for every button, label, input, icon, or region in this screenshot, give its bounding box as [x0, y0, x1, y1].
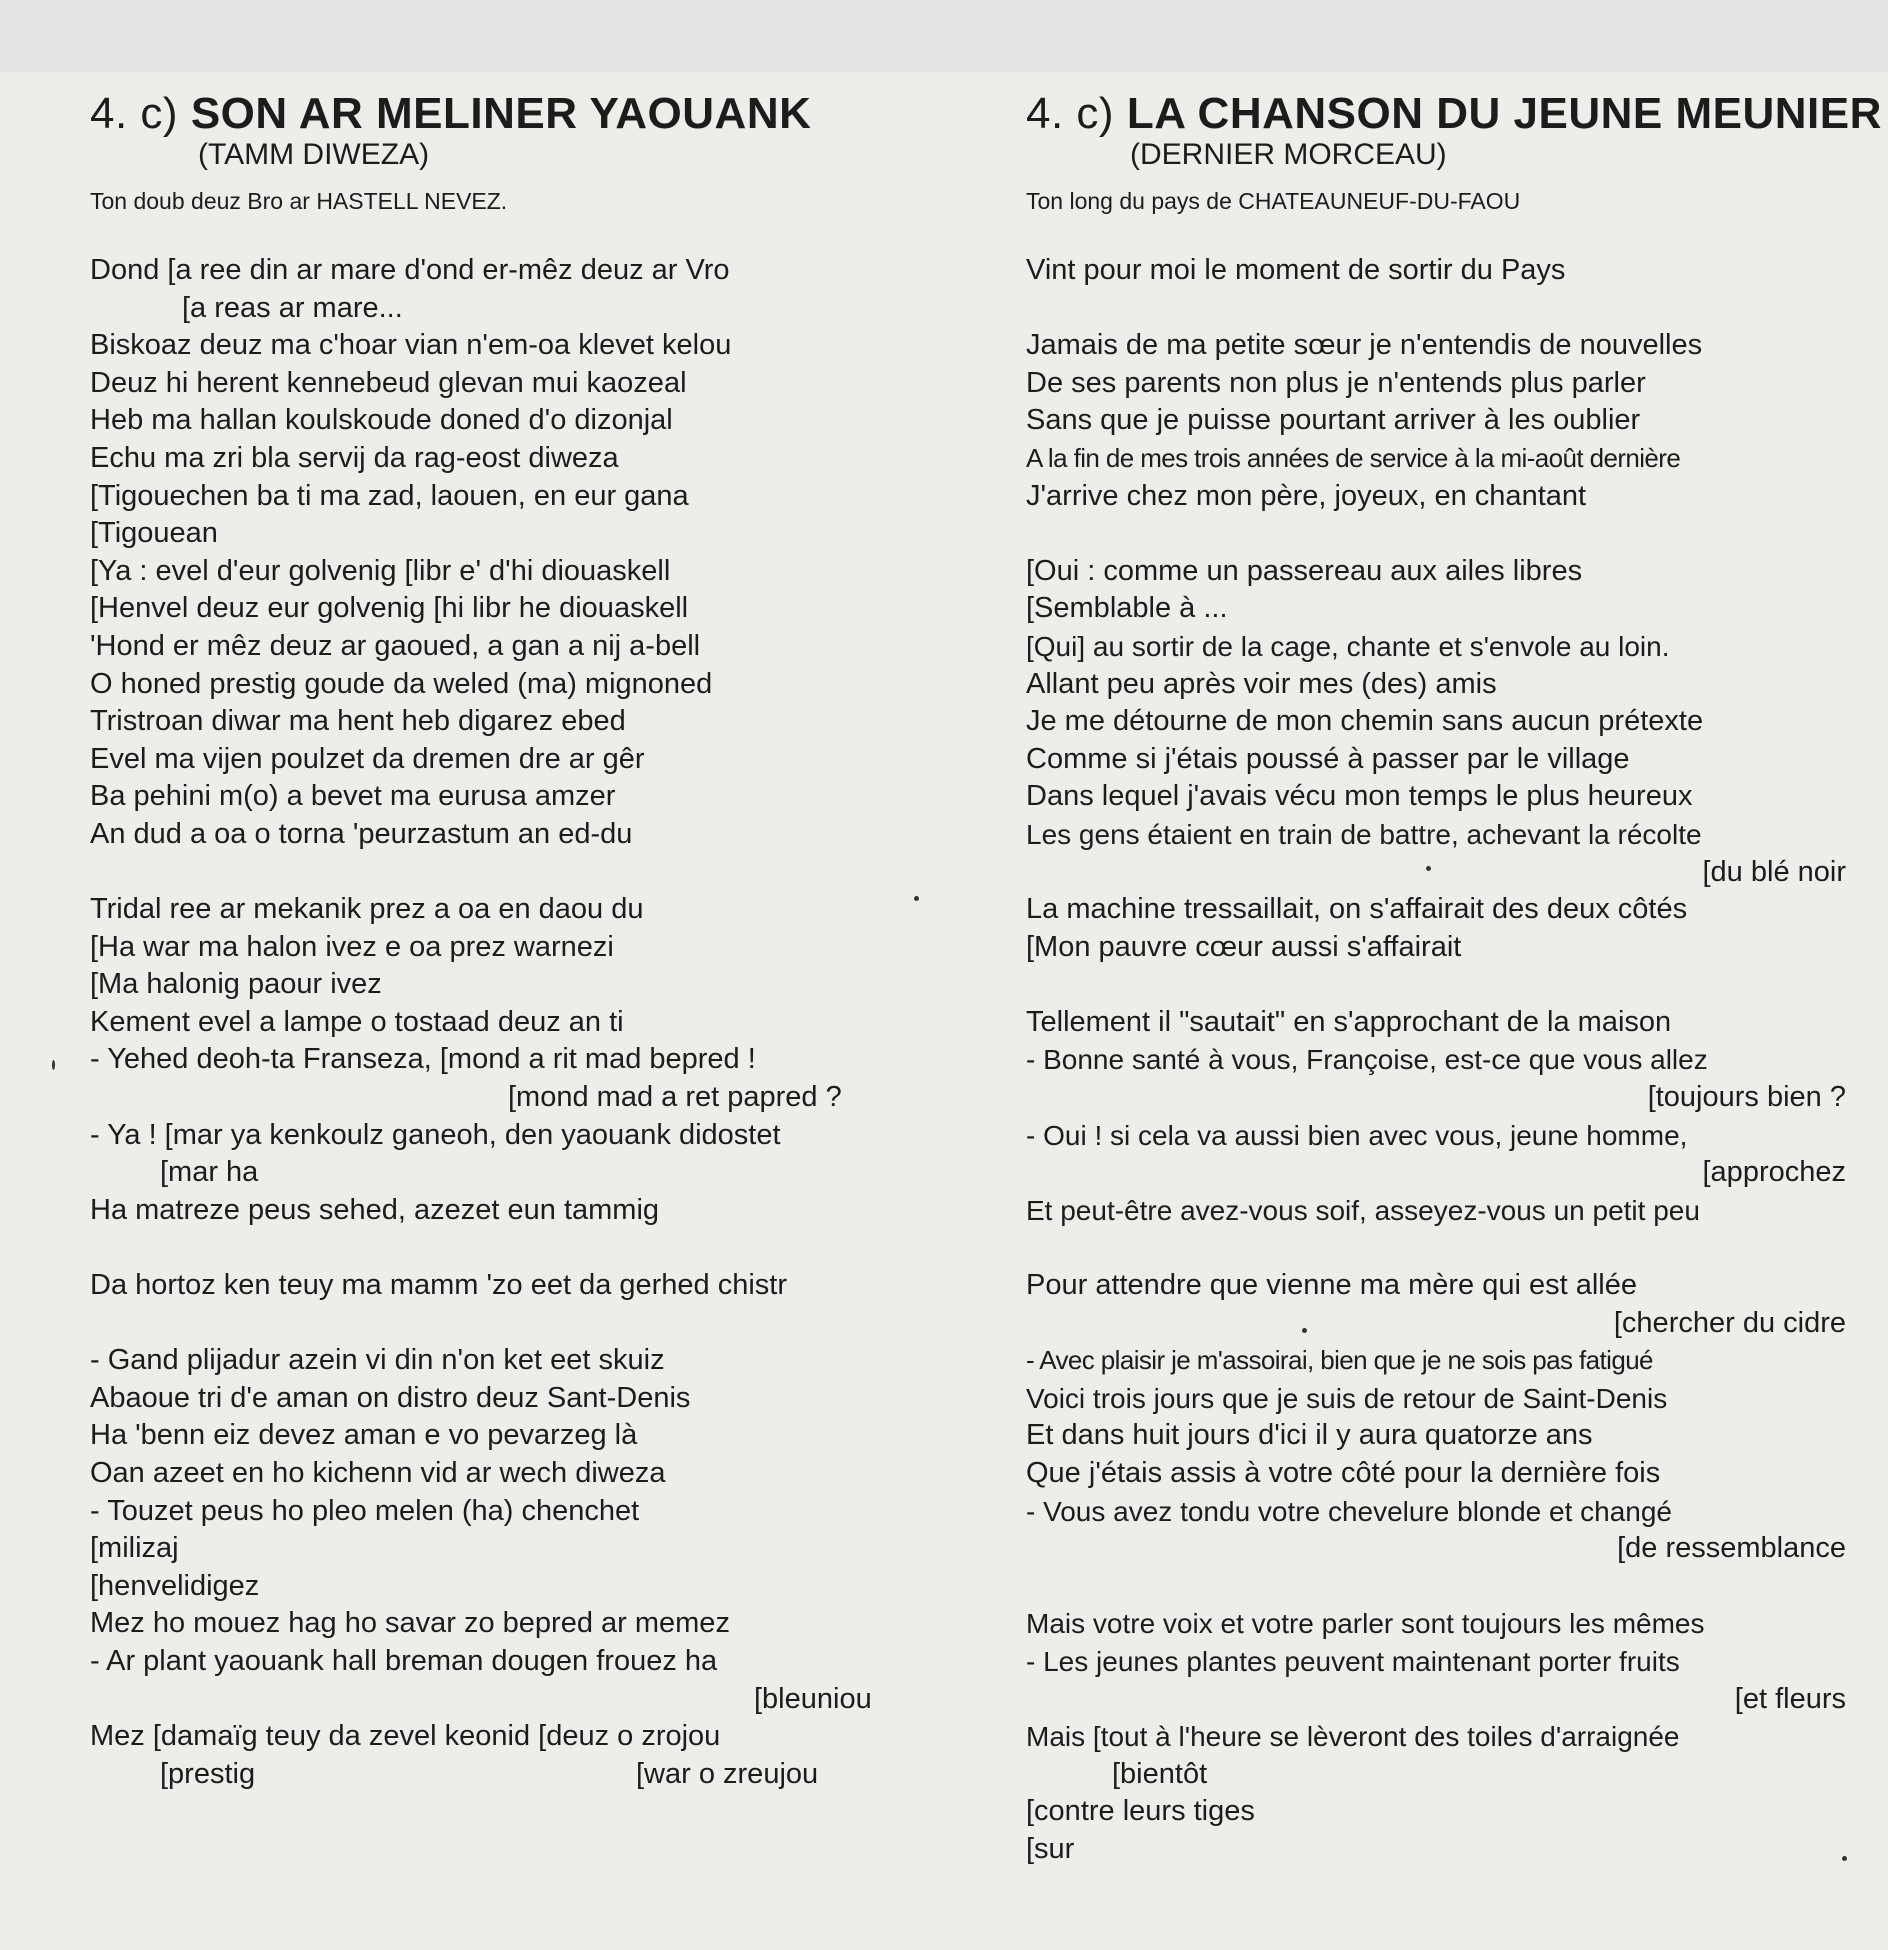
verse-line: [mar ha — [160, 1156, 259, 1189]
verse-line: [du blé noir — [1702, 855, 1846, 888]
scan-top-margin — [0, 0, 1888, 72]
verse-line: - Vous avez tondu votre chevelure blonde et changé — [1026, 1495, 1672, 1527]
verse-line: [contre leurs tiges — [1026, 1795, 1255, 1828]
verse-line: Deuz hi herent kennebeud glevan mui kaozeal — [90, 366, 687, 399]
verse-fragment: [war o zreujou — [636, 1757, 819, 1790]
verse-line: Que j'étais assis à votre côté pour la dernière fois — [1026, 1457, 1661, 1489]
verse-line: [de ressemblance — [1617, 1532, 1846, 1565]
verse-line: Mez [damaïg teuy da zevel keonid [deuz o zrojou — [90, 1720, 721, 1753]
verse-line: Ha matreze peus sehed, azezet eun tammig — [90, 1193, 660, 1226]
verse-line: - Avec plaisir je m'assoirai, bien que je ne sois pas fatigué — [1026, 1345, 1653, 1376]
verse-line: Abaoue tri d'e aman on distro deuz Sant-Denis — [90, 1381, 691, 1414]
scan-speck — [52, 1060, 55, 1070]
verse-line-split — [90, 1756, 950, 1794]
verse-line: [toujours bien ? — [1647, 1081, 1846, 1114]
stanza-gap — [90, 1229, 950, 1267]
verse-line: Dans lequel j'avais vécu mon temps le plus heureux — [1026, 780, 1693, 813]
verse-line: Ba pehini m(o) a bevet ma eurusa amzer — [90, 780, 616, 813]
verse-line: - Touzet peus ho pleo melen (ha) chenchet — [90, 1494, 640, 1527]
verse-line: Comme si j'étais poussé à passer par le village — [1026, 742, 1630, 775]
verse-line: [chercher du cidre — [1613, 1306, 1846, 1339]
verse-line: Heb ma hallan koulskoude doned d'o dizonjal — [90, 404, 673, 437]
verse-line: Pour attendre que vienne ma mère qui est allée — [1026, 1269, 1637, 1302]
verse-line: [henvelidigez — [90, 1569, 260, 1602]
verse-line: Et dans huit jours d'ici il y aura quatorze ans — [1026, 1419, 1593, 1452]
verse-line: [Mon pauvre cœur aussi s'affairait — [1026, 930, 1462, 963]
stanza-gap — [90, 1305, 950, 1343]
verse-line: - Les jeunes plantes peuvent maintenant porter fruits — [1026, 1645, 1680, 1677]
verse-line: [Oui : comme un passereau aux ailes libres — [1026, 554, 1583, 587]
verse-line: [Tigouean — [90, 517, 218, 550]
verse-line: J'arrive chez mon père, joyeux, en chantant — [1026, 479, 1587, 512]
verse-line: [mond mad a ret papred ? — [508, 1081, 842, 1114]
verse-line: - Bonne santé à vous, Françoise, est-ce que vous allez — [1026, 1044, 1708, 1076]
french-tune-note: Ton long du pays de CHATEAUNEUF-DU-FAOU — [1026, 188, 1521, 214]
verse-line: [sur — [1026, 1832, 1075, 1865]
verse-line: Tellement il "sautait" en s'approchant de la maison — [1026, 1005, 1672, 1038]
breton-title: 4. c) SON AR MELINER YAOUANK — [90, 89, 812, 138]
breton-tune-note: Ton doub deuz Bro ar HASTELL NEVEZ. — [90, 188, 508, 214]
verse-line: Jamais de ma petite sœur je n'entendis de nouvelles — [1026, 329, 1703, 362]
verse-line: Evel ma vijen poulzet da dremen dre ar gêr — [90, 742, 645, 775]
verse-line: De ses parents non plus je n'entends plus parler — [1026, 366, 1646, 399]
verse-line: [a reas ar mare... — [182, 291, 403, 324]
scan-speck — [1302, 1328, 1307, 1333]
verse-line: La machine tressaillait, on s'affairait des deux côtés — [1026, 893, 1688, 926]
verse-line: Mais votre voix et votre parler sont toujours les mêmes — [1026, 1608, 1705, 1640]
verse-line: Da hortoz ken teuy ma mamm 'zo eet da gerhed chistr — [90, 1269, 788, 1302]
breton-column — [90, 90, 950, 1793]
verse-line: [Henvel deuz eur golvenig [hi libr he diouaskell — [90, 592, 689, 625]
verse-line: [Qui] au sortir de la cage, chante et s'envole au loin. — [1026, 630, 1670, 662]
verse-line: Tristroan diwar ma hent heb digarez ebed — [90, 705, 626, 738]
verse-line: Echu ma zri bla servij da rag-eost diweza — [90, 441, 619, 474]
verse-line: Tridal ree ar mekanik prez a oa en daou du — [90, 893, 644, 926]
verse-fragment: [prestig — [160, 1757, 256, 1790]
verse-line: - Oui ! si cela va aussi bien avec vous, jeune homme, — [1026, 1119, 1688, 1151]
stanza-gap — [90, 854, 950, 892]
verse-line: Et peut-être avez-vous soif, asseyez-vous un petit peu — [1026, 1194, 1700, 1226]
breton-subtitle: (TAMM DIWEZA) — [198, 138, 430, 171]
verse-line: - Gand plijadur azein vi din n'on ket eet skuiz — [90, 1344, 665, 1377]
verse-line: [Ha war ma halon ivez e oa prez warnezi — [90, 930, 614, 963]
verse-line: Je me détourne de mon chemin sans aucun prétexte — [1026, 705, 1704, 738]
verse-line: [bleuniou — [754, 1682, 872, 1715]
french-column — [1026, 89, 1882, 1869]
verse-line: O honed prestig goude da weled (ma) mignoned — [90, 667, 713, 700]
verse-line: [Ma halonig paour ivez — [90, 968, 382, 1001]
verse-line: - Ya ! [mar ya kenkoulz ganeoh, den yaouank didostet — [90, 1118, 781, 1151]
verse-line: - Yehed deoh-ta Franseza, [mond a rit mad bepred ! — [90, 1043, 756, 1076]
verse-line: Ha 'benn eiz devez aman e vo pevarzeg là — [90, 1419, 638, 1452]
verse-line: [Ya : evel d'eur golvenig [libr e' d'hi diouaskell — [90, 554, 671, 587]
verse-line: Sans que je puisse pourtant arriver à les oublier — [1026, 404, 1641, 437]
scan-speck — [1842, 1856, 1847, 1861]
verse-line: Dond [a ree din ar mare d'ond er-mêz deuz ar Vro — [90, 254, 730, 286]
verse-line: [Semblable à ... — [1026, 592, 1228, 625]
scan-speck — [1426, 866, 1431, 871]
french-subtitle: (DERNIER MORCEAU) — [1130, 138, 1447, 171]
verse-line: Les gens étaient en train de battre, achevant la récolte — [1026, 818, 1702, 850]
verse-line: Biskoaz deuz ma c'hoar vian n'em-oa klevet kelou — [90, 329, 732, 362]
stanza-gap — [1026, 515, 1846, 553]
verse-line: Kement evel a lampe o tostaad deuz an ti — [90, 1005, 624, 1038]
verse-line: Oan azeet en ho kichenn vid ar wech diweza — [90, 1457, 666, 1489]
verse-line: A la fin de mes trois années de service à la mi-août dernière — [1026, 442, 1681, 473]
verse-line: Vint pour moi le moment de sortir du Pays — [1026, 254, 1566, 286]
verse-line: [milizaj — [90, 1532, 179, 1565]
stanza-gap — [1026, 290, 1846, 328]
verse-line: Mez ho mouez hag ho savar zo bepred ar memez — [90, 1607, 730, 1640]
stanza-gap — [1026, 1229, 1846, 1267]
verse-line: An dud a oa o torna 'peurzastum an ed-du — [90, 817, 633, 850]
verse-line: [Tigouechen ba ti ma zad, laouen, en eur gana — [90, 479, 689, 512]
verse-line: 'Hond er mêz deuz ar gaoued, a gan a nij a-bell — [90, 629, 701, 662]
french-title: 4. c) LA CHANSON DU JEUNE MEUNIER — [1026, 89, 1882, 138]
verse-line: Voici trois jours que je suis de retour de Saint-Denis — [1026, 1382, 1668, 1414]
verse-line: - Ar plant yaouank hall breman dougen frouez ha — [90, 1644, 718, 1677]
verse-line: Mais [tout à l'heure se lèveront des toiles d'arraignée — [1026, 1721, 1680, 1753]
stanza-gap — [1026, 966, 1846, 1004]
verse-line: Allant peu après voir mes (des) amis — [1026, 667, 1497, 700]
verse-line: [et fleurs — [1734, 1682, 1846, 1715]
scan-speck — [914, 896, 919, 901]
stanza-gap — [1026, 1568, 1846, 1606]
verse-line: [bientôt — [1112, 1757, 1208, 1790]
verse-line: [approchez — [1702, 1156, 1846, 1189]
